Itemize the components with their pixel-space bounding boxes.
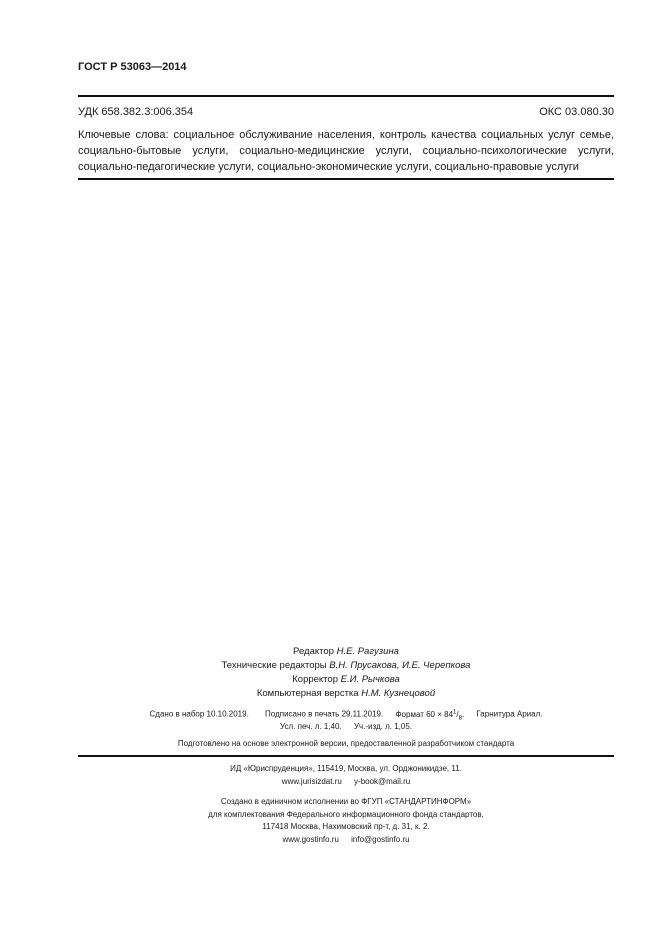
publisher-email: y-book@mail.ru [354, 776, 411, 786]
credit-name: Е.И. Рычкова [340, 674, 400, 685]
credit-role: Корректор [292, 674, 338, 685]
publisher-site: www.jurisizdat.ru [281, 776, 342, 786]
standard-number: ГОСТ Р 53063—2014 [78, 61, 187, 73]
imprint-print-sheets: Усл. печ. л. 1,40. [279, 722, 342, 731]
credit-name: Н.М. Кузнецовой [361, 688, 436, 699]
prepared-note: Подготовлено на основе электронной версии, предоставленной разработчиком стандарта [177, 739, 515, 748]
imprint-line-2 [78, 722, 614, 731]
oks-code: ОКС 03.080.30 [539, 106, 614, 118]
credit-role: Редактор [293, 646, 334, 657]
credit-role: Технические редакторы [221, 660, 327, 671]
credit-proofreader [78, 673, 614, 687]
creator-line-2: для комплектования Федерального информационного фонда стандартов, [208, 809, 484, 819]
creator-email: info@gostinfo.ru [351, 834, 410, 844]
imprint-rule [78, 755, 614, 757]
imprint-font: Гарнитура Ариал. [476, 709, 543, 719]
creator-site: www.gostinfo.ru [282, 834, 339, 844]
imprint-signed: Подписано в печать 29.11.2019. [265, 709, 384, 719]
credit-role: Компьютерная верстка [256, 688, 359, 699]
credit-tech-editors [78, 659, 614, 673]
imprint-line-1 [78, 709, 614, 721]
imprint-format: Формат $60 \times 84^1/_8$. [395, 709, 465, 722]
creator-line-3: 117418 Москва, Нахимовский пр-т, д. 31, к. 2. [262, 822, 430, 831]
keywords-rule [78, 178, 614, 180]
creator-contacts [78, 834, 614, 847]
keywords-paragraph: Ключевые слова: социальное обслуживание населения, контроль качества социальных услуг семье, социально-бытовые услуги, социально-медицинские услуги, социально-психологические услуги, социально-педагогические услуги, социально-экономические услуги, социально-правовые услуги [78, 129, 614, 173]
imprint-pub-sheets: Уч.-изд. л. 1,05. [353, 722, 413, 731]
credit-name: В.Н. Прусакова, И.Е. Черепкова [329, 660, 471, 671]
publisher-contacts [78, 776, 614, 789]
creator-block [78, 796, 614, 846]
credits-block [78, 645, 614, 701]
credit-layout [78, 687, 614, 701]
imprint-submitted: Сдано в набор 10.10.2019. [149, 709, 249, 719]
publisher-address: ИД «Юриспруденция», 115419, Москва, ул. Орджоникидзе, 11. [230, 764, 462, 773]
header-rule [78, 95, 614, 97]
credit-name: Н.Е. Рагузина [336, 646, 399, 657]
publisher-block [78, 763, 614, 788]
creator-line-1: Создано в единичном исполнении во ФГУП «СТАНДАРТИНФОРМ» [220, 797, 472, 806]
udk-code: УДК 658.382.3:006.354 [78, 106, 194, 118]
credit-editor [78, 645, 614, 659]
